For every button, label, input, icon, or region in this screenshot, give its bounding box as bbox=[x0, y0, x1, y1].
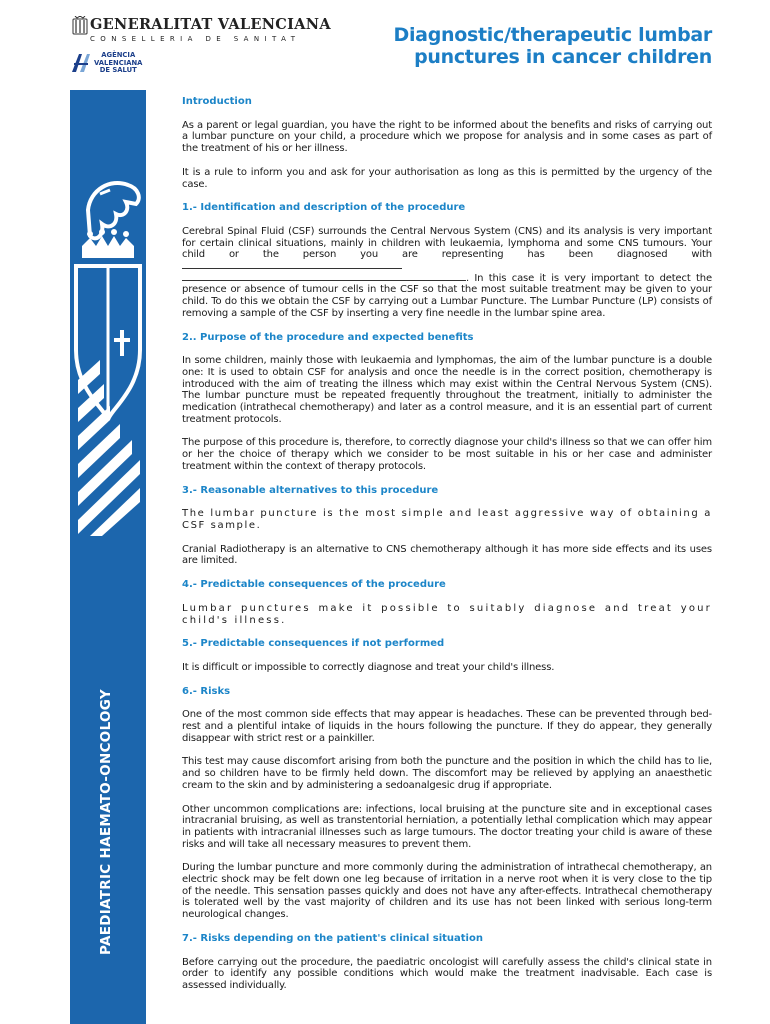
paragraph: It is difficult or impossible to correctly diagnose and treat your child's illness. bbox=[182, 661, 555, 673]
paragraph: Other uncommon complications are: infections, local bruising at the puncture site and in exceptional cases intracranial bruising, as well as transtentorial herniation, a potentially lethal complication which may appear in patients with intracranial illnesses such as large tumours. The doctor treating your child is aware of these risks and will take all necessary measures to prevent them. bbox=[182, 803, 712, 850]
paragraph: In some children, mainly those with leukaemia and lymphomas, the aim of the lumbar puncture is a double one: It is used to obtain CSF for analysis and once the needle is in the correct position, chemotherapy is introduced with the aim of treating the illness which may exist within the Central Nervous System (CNS). The lumbar puncture must be repeated frequently throughout the treatment, initially to administer the medication (intrathecal chemotherapy) and later as a control measure, and it is an essential part of current treatment protocols. bbox=[182, 355, 712, 425]
emblem-icon bbox=[70, 90, 146, 610]
paragraph: This test may cause discomfort arising from both the puncture and the position in which the child has to lie, and so children have to be firmly held down. The discomfort may be relieved by applying an anaesthetic cream to the skin and by administering a sedoanalgesic drug if appropriate. bbox=[182, 756, 712, 791]
paragraph: As a parent or legal guardian, you have the right to be informed about the benefits and risks of carrying out a lumbar puncture on your child, a procedure which we propose for analysis and in some cases as part of the treatment of his or her illness. bbox=[182, 119, 712, 155]
section-heading-2: 2.. Purpose of the procedure and expected benefits bbox=[182, 331, 474, 343]
paragraph: During the lumbar puncture and more commonly during the administration of intrathecal chemotherapy, an electric shock may be felt down one leg because of irritation in a nerve root when it is very close to the tip of the needle. This sensation passes quickly and does not have any after-effects. Intrathecal chemotherapy is tolerated well by the vast majority of children and its use has not been linked with serious long-term neurological changes. bbox=[182, 862, 712, 921]
paragraph: Cranial Radiotherapy is an alternative to CNS chemotherapy although it has more side effects and its uses are limited. bbox=[182, 543, 712, 567]
paragraph: Before carrying out the procedure, the paediatric oncologist will carefully assess the child's clinical state in order to identify any possible conditions which would make the treatment inadvisable. Each case is assessed individually. bbox=[182, 956, 712, 991]
generalitat-logo bbox=[68, 14, 331, 84]
section-heading-3: 3.- Reasonable alternatives to this procedure bbox=[182, 484, 439, 496]
paragraph-with-blank: Cerebral Spinal Fluid (CSF) surrounds the Central Nervous System (CNS) and its analysis is very important for certain clinical situations, mainly in children with leukaemia, lymphoma and some CNS tumours. Your child or the person you are representing has been diagnosed with . In this case it is very important to detect the presence or absence of tumour cells in the CSF so that the most suitable treatment may be given to your child. To do this we obtain the CSF by carrying out a Lumbar Puncture. The Lumbar Puncture (LP) consists of removing a sample of the CSF by inserting a very fine needle in the lumbar spine area. bbox=[182, 225, 712, 319]
paragraph: Lumbar punctures make it possible to suitably diagnose and treat your child's illness. bbox=[182, 602, 712, 626]
section-heading-4: 4.- Predictable consequences of the procedure bbox=[182, 579, 446, 591]
agency-logo-icon bbox=[70, 52, 94, 74]
paragraph: The purpose of this procedure is, therefore, to correctly diagnose your child's illness so that we can offer him or her the choice of therapy which we consider to be most suitable in his or her case and administer treatment within the context of therapy protocols. bbox=[182, 437, 712, 472]
org-subtitle: CONSELLERIA DE SANITAT bbox=[90, 35, 301, 43]
document-title: Diagnostic/therapeutic lumbar punctures in cancer children bbox=[393, 24, 712, 68]
agency-name: AGÈNCIA VALENCIANA DE SALUT bbox=[94, 51, 143, 75]
paragraph: The lumbar puncture is the most simple and least aggressive way of obtaining a CSF sample. bbox=[182, 508, 712, 531]
paragraph: One of the most common side effects that may appear is headaches. These can be prevented through bed-rest and a plentiful intake of liquids in the hours following the puncture. If they do appear, they generally disappear with strict rest or a painkiller. bbox=[182, 709, 712, 744]
section-heading-1: 1.- Identification and description of the procedure bbox=[182, 202, 466, 214]
org-name: GENERALITAT VALENCIANA bbox=[90, 16, 331, 33]
section-heading-introduction: Introduction bbox=[182, 96, 252, 107]
document-body bbox=[182, 96, 712, 1004]
section-heading-6: 6.- Risks bbox=[182, 685, 231, 697]
diagnosis-blank-line-2[interactable] bbox=[182, 280, 466, 281]
diagnosis-blank-line[interactable] bbox=[182, 268, 402, 269]
section-heading-7: 7.- Risks depending on the patient's clinical situation bbox=[182, 932, 483, 944]
department-label: PAEDIATRIC HAEMATO-ONCOLOGY bbox=[98, 689, 114, 955]
paragraph: It is a rule to inform you and ask for your authorisation as long as this is permitted by the urgency of the case. bbox=[182, 166, 712, 190]
section-heading-5: 5.- Predictable consequences if not performed bbox=[182, 638, 445, 650]
coat-of-arms-icon bbox=[72, 16, 88, 38]
